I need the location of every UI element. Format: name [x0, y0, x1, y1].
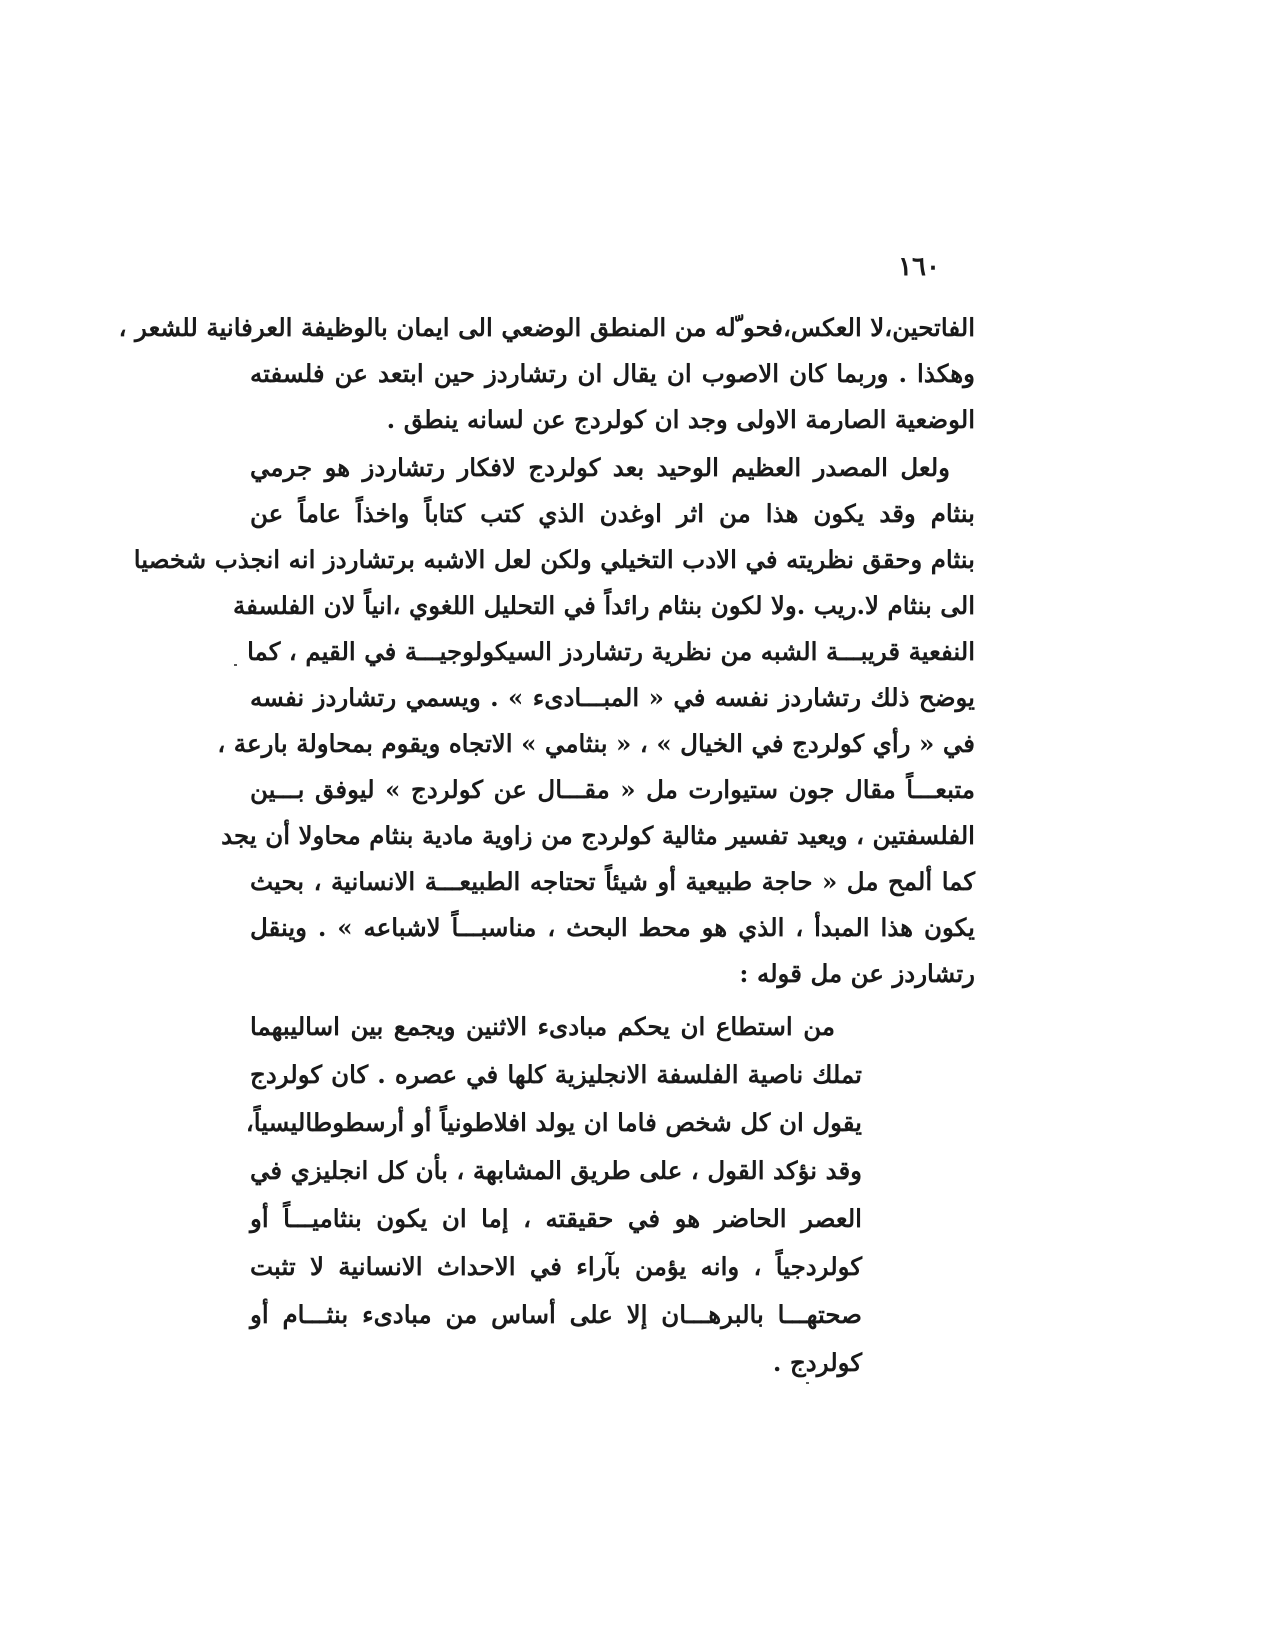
paragraph-line: يكون هذا المبدأ ، الذي هو محط البحث ، مناسبـــاً لاشباعه » . وينقل	[250, 913, 975, 942]
paragraph-line: ولعل المصدر العظيم الوحيد بعد كولردج لافكار رتشاردز هو جرمي	[250, 453, 950, 482]
quote-line: كولردجياً ، وانه يؤمن بآراء في الاحداث الانسانية لا تثبت	[250, 1252, 862, 1281]
paragraph-line: يوضح ذلك رتشاردز نفسه في « المبـــادىء » . ويسمي رتشاردز نفسه	[250, 683, 975, 712]
quote-line: كولردج .	[772, 1348, 862, 1377]
page-number: ١٦٠	[898, 252, 940, 282]
paragraph-line: الفاتحين،لا العكس،فحو ّله من المنطق الوضعي الى ايمان بالوظيفة العرفانية للشعر ،	[118, 313, 975, 342]
paragraph-line: الى بنثام لا.ريب .ولا لكون بنثام رائداً في التحليل اللغوي ،انياً لان الفلسفة	[232, 591, 975, 620]
scan-speck	[806, 1382, 809, 1384]
paragraph-line: رتشاردز عن مل قوله :	[739, 959, 975, 988]
paragraph-line: متبعـــاً مقال جون ستيوارت مل « مقـــال عن كولردج » ليوفق بـــين	[250, 775, 975, 804]
paragraph-line: بنثام وحقق نظريته في الادب التخيلي ولكن لعل الاشبه برتشاردز انه انجذب شخصيا	[133, 545, 975, 574]
paragraph-line: بنثام وقد يكون هذا من اثر اوغدن الذي كتب كتاباً واخذاً عاماً عن	[250, 499, 975, 528]
scan-speck	[234, 664, 237, 666]
quote-line: العصر الحاضر هو في حقيقته ، إما ان يكون بنثاميـــاً أو	[250, 1204, 862, 1233]
paragraph-line: وهكذا . وربما كان الاصوب ان يقال ان رتشاردز حين ابتعد عن فلسفته	[250, 359, 975, 388]
quote-line: وقد نؤكد القول ، على طريق المشابهة ، بأن كل انجليزي في	[250, 1156, 862, 1185]
quote-line: تملك ناصية الفلسفة الانجليزية كلها في عصره . كان كولردج	[250, 1060, 862, 1089]
paragraph-line: الوضعية الصارمة الاولى وجد ان كولردج عن لسانه ينطق .	[386, 405, 975, 434]
paragraph-line: الفلسفتين ، ويعيد تفسير مثالية كولردج من زاوية مادية بنثام محاولا أن يجد	[221, 821, 975, 850]
quote-line: من استطاع ان يحكم مبادىء الاثنين ويجمع بين اساليبهما	[250, 1012, 835, 1041]
quote-line: يقول ان كل شخص فاما ان يولد افلاطونياً أو أرسطوطاليسياً،	[245, 1108, 862, 1137]
paragraph-line: في « رأي كولردج في الخيال » ، « بنثامي » الاتجاه ويقوم بمحاولة بارعة ،	[217, 729, 975, 758]
quote-line: صحتهـــا بالبرهـــان إلا على أساس من مبادىء بنثـــام أو	[250, 1300, 862, 1329]
paragraph-line: النفعية قريبـــة الشبه من نظرية رتشاردز السيكولوجيـــة في القيم ، كما	[247, 637, 975, 666]
paragraph-line: كما ألمح مل « حاجة طبيعية أو شيئاً تحتاجه الطبيعـــة الانسانية ، بحيث	[250, 867, 975, 896]
